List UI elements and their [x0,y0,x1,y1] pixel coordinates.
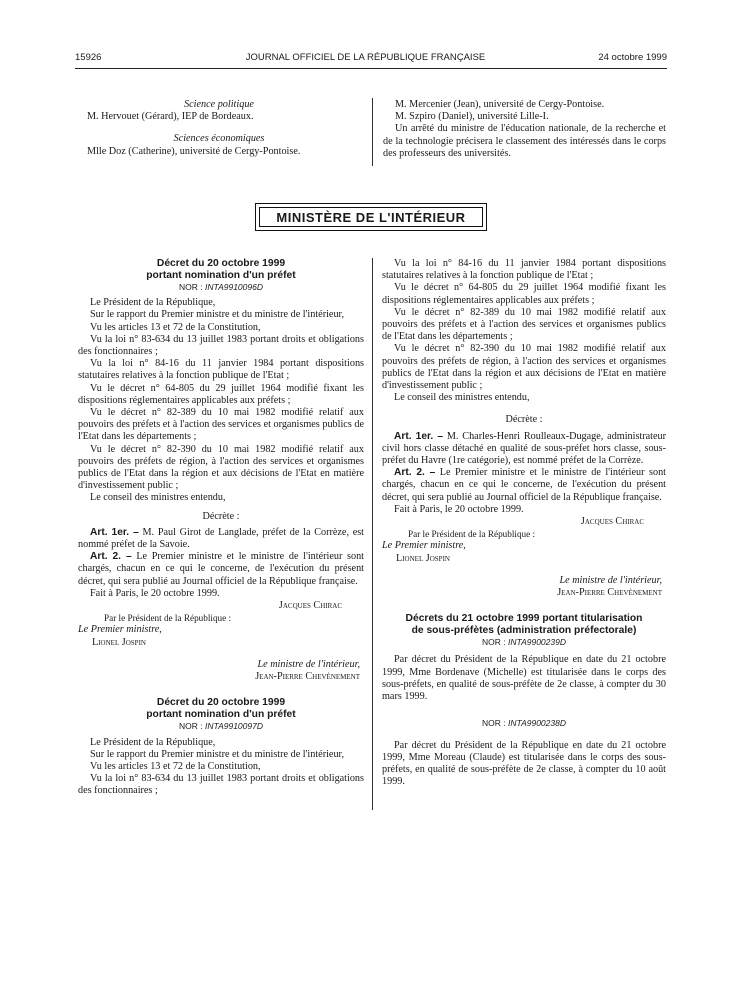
decree-paragraph: Vu les articles 13 et 72 de la Constitution, [90,321,261,333]
interior-minister-name: Jean-Pierre Chevènement [557,587,662,599]
decree-paragraph: Sur le rapport du Premier ministre et du ministre de l'intérieur, [90,748,345,760]
decree-paragraph: Vu le décret n° 82-389 du 10 mai 1982 modifié relatif aux pouvoirs des préfets et à l'action des services et organismes publics de l'Etat dans les départements ; [78,407,364,443]
decree-paragraph: Vu le décret n° 82-390 du 10 mai 1982 modifié relatif aux pouvoirs des préfets de région, à l'action des services et organismes publics de l'Etat dans la région et aux décisions de l'Etat en matière d'investissement public ; [382,343,666,392]
decree-paragraph: Le Président de la République, [90,736,216,748]
journal-title: JOURNAL OFFICIEL DE LA RÉPUBLIQUE FRANÇAISE [245,52,486,63]
column-divider [372,258,373,810]
discipline-heading: Sciences économiques [173,133,265,145]
par-le-president: Par le Président de la République : [104,613,232,624]
nor-reference: NOR : INTA9910097D [179,721,263,732]
top-right-column [383,99,666,160]
decree-paragraph: Sur le rapport du Premier ministre et du ministre de l'intérieur, [90,309,345,321]
decree-paragraph: Vu la loi n° 84-16 du 11 janvier 1984 portant dispositions statutaires relatives à la fonction publique de l'Etat ; [78,358,364,382]
president-signature: Jacques Chirac [580,516,644,528]
arrete-paragraph: Un arrêté du ministre de l'éducation nationale, de la recherche et de la technologie précisera le classement des intéressés dans le corps des professeurs des universités. [383,123,666,159]
decrete-label: Décrète : [505,414,543,426]
decree-paragraph: Le Président de la République, [90,297,216,309]
par-le-president: Par le Président de la République : [408,529,536,540]
ministry-title: MINISTÈRE DE L'INTÉRIEUR [259,207,483,227]
president-signature: Jacques Chirac [278,600,342,612]
decree-paragraph: Vu la loi n° 83-634 du 13 juillet 1983 portant droits et obligations des fonctionnaires ; [78,333,364,358]
appointment-line: M. Szpiro (Daniel), université Lille-I. [395,111,549,123]
appointment-line: M. Mercenier (Jean), université de Cergy-Pontoise. [395,99,605,110]
titularisation-paragraph: Par décret du Président de la République en date du 21 octobre 1999, Mme Bordenave (Michelle) est titularisée dans le corps des sous-préfets, en qualité de sous-préfète de 2e classe, à compter du 30 mars 1999. [382,654,666,703]
ministry-title-box [255,203,487,231]
nor-reference: NOR : INTA9910096D [179,282,263,292]
header-rule [75,68,667,69]
right-body-column [382,258,666,788]
page-number: 15926 [75,52,102,63]
discipline-heading: Science politique [184,99,254,110]
decree-title: Décret du 20 octobre 1999 [156,258,286,269]
decree-subtitle: portant nomination d'un préfet [146,269,296,281]
decree-subtitle: portant nomination d'un préfet [146,708,296,720]
prime-minister-name: Lionel Jospin [396,552,450,564]
decree-subtitle: de sous-préfètes (administration préfectorale) [411,624,637,636]
decrete-label: Décrète : [202,510,240,522]
article-1: Art. 1er. – M. Charles-Henri Roulleaux-Dugage, administrateur civil hors classe détaché en qualité de sous-préfet hors classe, sous-préfet du Havre (1re catégorie), est nommé préfet de la Corrèze. [382,430,667,467]
article-2: Art. 2. – Le Premier ministre et le ministre de l'intérieur sont chargés, chacun en ce qui le concerne, de l'exécution du présent décret, qui sera publié au Journal officiel de la République française. [382,467,667,503]
interior-minister-name: Jean-Pierre Chevènement [255,671,360,683]
prime-minister-title: Le Premier ministre, [78,624,162,636]
decree-title: Décret du 20 octobre 1999 [156,697,286,709]
nor-reference: NOR : INTA9900238D [482,718,566,729]
prime-minister-name: Lionel Jospin [92,636,146,648]
decree-paragraph: Vu le décret n° 64-805 du 29 juillet 1964 modifié fixant les dispositions réglementaires applicables aux préfets ; [78,382,364,406]
decree-paragraph: Le conseil des ministres entendu, [90,492,226,504]
prime-minister-title: Le Premier ministre, [382,540,466,552]
decree-paragraph: Vu le décret n° 82-390 du 10 mai 1982 modifié relatif aux pouvoirs des préfets de région, à l'action des services et organismes publics de l'Etat dans la région et aux décisions de l'Etat en matière d'investissement public ; [78,443,364,492]
appointment-line: M. Hervouet (Gérard), IEP de Bordeaux. [87,111,254,123]
decree-title: Décrets du 21 octobre 1999 portant titularisation [405,613,643,625]
article-1: Art. 1er. – M. Paul Girot de Langlade, préfet de la Corrèze, est nommé préfet de la Savoie. [78,526,365,551]
nor-reference: NOR : INTA9900239D [482,637,566,648]
interior-minister-title: Le ministre de l'intérieur, [559,574,662,586]
titularisation-paragraph: Par décret du Président de la République en date du 21 octobre 1999, Mme Moreau (Claude) est titularisée dans le corps des sous-préfets, en qualité de sous-préfète de 2e classe, à compter du 10 août 1999. [382,739,666,788]
decree-paragraph: Vu la loi n° 83-634 du 13 juillet 1983 portant droits et obligations des fonctionnaires ; [78,773,364,797]
decree-paragraph: Vu les articles 13 et 72 de la Constitution, [90,760,261,772]
interior-minister-title: Le ministre de l'intérieur, [257,658,360,670]
signature-place-date: Fait à Paris, le 20 octobre 1999. [90,587,220,599]
issue-date: 24 octobre 1999 [598,52,667,63]
decree-paragraph: Le conseil des ministres entendu, [394,392,530,404]
article-2: Art. 2. – Le Premier ministre et le ministre de l'intérieur sont chargés, chacun en ce qui le concerne, de l'exécution du présent décret, qui sera publié au Journal officiel de la République française. [78,551,365,587]
left-body-column [78,258,364,798]
decree-paragraph: Vu le décret n° 82-389 du 10 mai 1982 modifié relatif aux pouvoirs des préfets et à l'action des services et organismes publics de l'Etat dans les départements ; [382,306,666,343]
column-divider [372,98,373,166]
decree-paragraph: Vu le décret n° 64-805 du 29 juillet 1964 modifié fixant les dispositions réglementaires applicables aux préfets ; [382,282,666,306]
top-left-column [75,99,363,158]
decree-paragraph: Vu la loi n° 84-16 du 11 janvier 1984 portant dispositions statutaires relatives à la fonction publique de l'Etat ; [382,258,666,282]
signature-place-date: Fait à Paris, le 20 octobre 1999. [394,503,524,515]
appointment-line: Mlle Doz (Catherine), université de Cergy-Pontoise. [87,145,301,157]
